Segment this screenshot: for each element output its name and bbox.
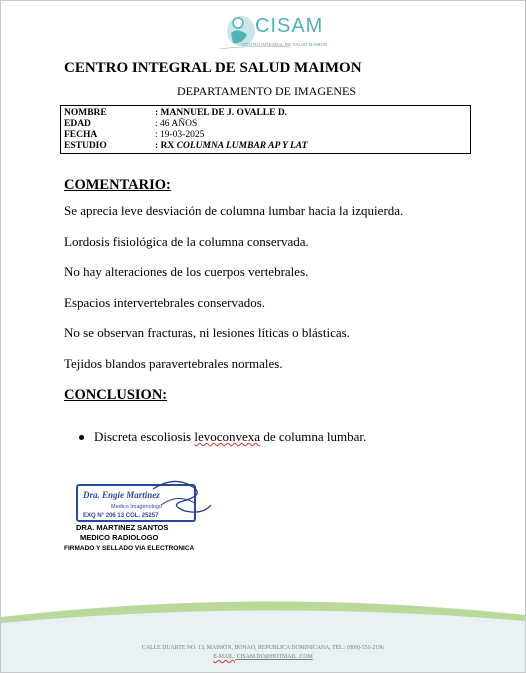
page-title: CENTRO INTEGRAL DE SALUD MAIMON bbox=[64, 60, 362, 76]
nombre-prefix: : bbox=[155, 108, 161, 118]
comentario-line: Lordosis fisiológica de la columna conservada. bbox=[64, 234, 309, 249]
signature-title: MEDICO RADIOLOGO bbox=[80, 533, 159, 542]
conclusion-flag-word: levoconvexa bbox=[194, 429, 261, 444]
patient-info-box bbox=[60, 105, 471, 154]
comentario-line: Se aprecia leve desviación de columna lumbar hacia la izquierda. bbox=[64, 203, 404, 218]
comentario-line: Tejidos blandos paravertebrales normales. bbox=[64, 356, 283, 371]
svg-text:EXQ N° 206 13 COL. 25257: EXQ N° 206 13 COL. 25257 bbox=[83, 513, 159, 519]
comentario-heading: COMENTARIO: bbox=[64, 177, 171, 193]
estudio-prefix: : RX bbox=[155, 141, 177, 151]
comentario-line: Espacios intervertebrales conservados. bbox=[64, 295, 266, 310]
nombre-value bbox=[155, 108, 287, 119]
comentario-line: No se observan fracturas, ni lesiones líticas o blásticas. bbox=[64, 325, 350, 340]
footer-email-line bbox=[1, 654, 525, 660]
estudio-text: COLUMNA LUMBAR AP Y LAT bbox=[176, 141, 308, 151]
signature-name: DRA. MARTINEZ SANTOS bbox=[76, 523, 169, 532]
signature-note: FIRMADO Y SELLADO VIA ELECTRONICA bbox=[64, 545, 195, 552]
nombre-label: NOMBRE bbox=[64, 108, 107, 118]
conclusion-item bbox=[94, 429, 366, 445]
department-label: DEPARTAMENTO DE IMAGENES bbox=[177, 84, 356, 98]
footer-wave bbox=[1, 597, 525, 673]
svg-text:Dra. Engie Martinez: Dra. Engie Martinez bbox=[83, 490, 160, 500]
estudio-value bbox=[155, 141, 307, 152]
comentario-line: No hay alteraciones de los cuerpos vertebrales. bbox=[64, 264, 309, 279]
edad-value: : 46 AÑOS bbox=[155, 119, 198, 129]
footer-address: CALLE DUARTE NO. 13, MAIMÓN, BONAO, REPUBLICA DOMINICANA, TEL.: (809)-551-2196 bbox=[142, 645, 384, 651]
estudio-label: ESTUDIO bbox=[64, 141, 107, 151]
logo-brand-text: CISAM bbox=[255, 15, 324, 37]
footer-email-label: E-MAIL: bbox=[213, 654, 236, 660]
nombre-text: MANNUEL DE J. OVALLE D. bbox=[160, 108, 288, 118]
signature-block bbox=[76, 523, 168, 543]
fecha-label: FECHA bbox=[64, 130, 98, 140]
doctor-stamp bbox=[65, 475, 215, 525]
edad-label: EDAD bbox=[64, 119, 91, 129]
conclusion-post: de columna lumbar. bbox=[260, 429, 367, 444]
svg-text:Medico Imagenologo: Medico Imagenologo bbox=[111, 504, 163, 510]
bullet-icon bbox=[79, 435, 84, 440]
footer-email[interactable]: CISAM.DO@HOTMAIL .COM bbox=[235, 654, 313, 660]
conclusion-heading: CONCLUSION: bbox=[64, 387, 168, 403]
logo-tagline: CENTRO INTEGRAL DE SALUD MAIMON bbox=[241, 42, 328, 47]
conclusion-pre: Discreta escoliosis bbox=[94, 429, 195, 444]
fecha-value: : 19-03-2025 bbox=[155, 130, 205, 140]
